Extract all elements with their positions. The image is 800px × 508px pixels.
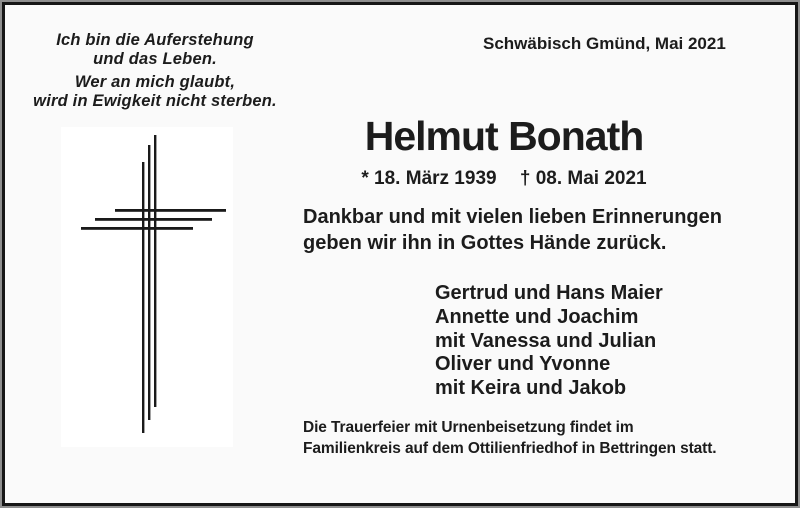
- mourners-list: [435, 282, 663, 401]
- mourner-line: Annette und Joachim: [435, 305, 639, 328]
- birth-date: * 18. März 1939: [361, 168, 497, 189]
- death-date: † 08. Mai 2021: [519, 168, 647, 189]
- mourner-line: Gertrud und Hans Maier: [435, 282, 663, 304]
- place-dateline: Schwäbisch Gmünd, Mai 2021: [483, 34, 726, 53]
- mourner-line: mit Vanessa und Julian: [435, 329, 657, 352]
- quote-stanza-1: [15, 31, 295, 69]
- notice-line: Die Trauerfeier mit Urnenbeisetzung findet im: [303, 419, 634, 436]
- message-line: geben wir ihn in Gottes Hände zurück.: [303, 232, 667, 254]
- quote-stanza-2: [15, 73, 295, 111]
- cross-icon: [81, 135, 227, 435]
- mourner-line: Oliver und Yvonne: [435, 353, 611, 376]
- quote-line: Ich bin die Auferstehung: [56, 31, 254, 49]
- quote-line: und das Leben.: [93, 50, 217, 68]
- scripture-quote: [15, 31, 295, 111]
- deceased-name: Helmut Bonath: [364, 113, 644, 159]
- notice-line: Familienkreis auf dem Ottilienfriedhof in Bettringen statt.: [303, 439, 717, 457]
- obituary-card: [2, 2, 798, 506]
- quote-line: Wer an mich glaubt,: [74, 73, 236, 91]
- quote-line: wird in Ewigkeit nicht sterben.: [33, 92, 277, 110]
- message-line: Dankbar und mit vielen lieben Erinnerungen: [303, 206, 722, 228]
- farewell-message: [303, 204, 722, 256]
- life-dates: [303, 168, 705, 190]
- mourner-line: mit Keira und Jakob: [435, 377, 627, 400]
- funeral-notice: [303, 418, 717, 459]
